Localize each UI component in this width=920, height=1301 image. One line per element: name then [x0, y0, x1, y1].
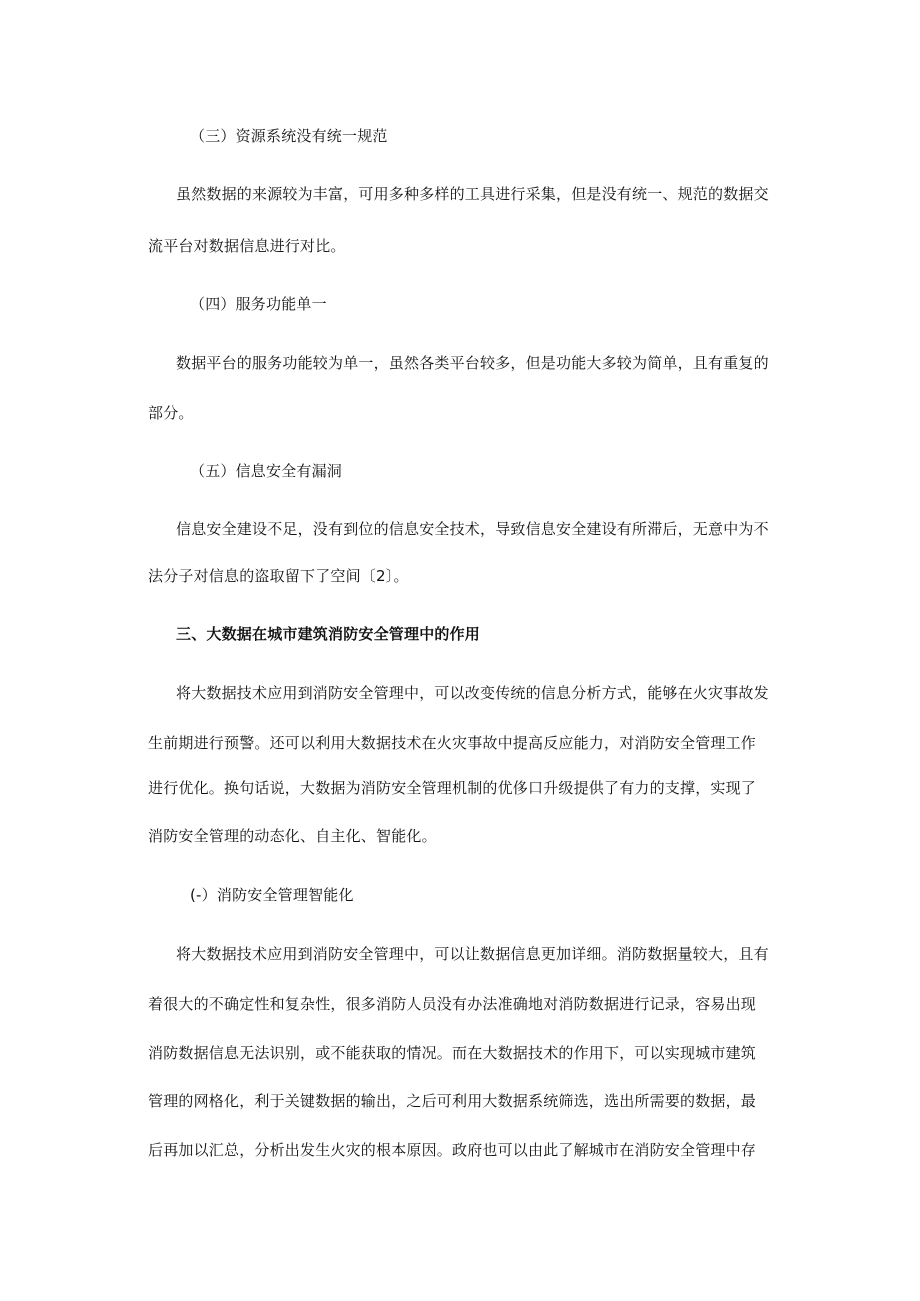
paragraph-line: 消防安全管理的动态化、自主化、智能化。 [148, 827, 437, 845]
chapter-heading-big-data-role: 三、大数据在城市建筑消防安全管理中的作用 [176, 625, 481, 643]
paragraph-line: 信息安全建设不足，没有到位的信息安全技术，导致信息安全建设有所滞后，无意中为不 [176, 520, 769, 538]
paragraph-line: 流平台对数据信息进行对比。 [148, 237, 346, 255]
paragraph-line: 着很大的不确定性和复杂性，很多消防人员没有办法准确地对消防数据进行记录，容易出现 [148, 995, 757, 1013]
paragraph-line: 后再加以汇总，分析出发生火灾的根本原因。政府也可以由此了解城市在消防安全管理中存 [148, 1141, 757, 1159]
paragraph-line: 部分。 [148, 404, 194, 422]
paragraph-line: 法分子对信息的盗取留下了空间〔2〕。 [148, 567, 409, 585]
section-heading-service-function: （四）服务功能单一 [190, 295, 327, 313]
paragraph-line: 管理的网格化，利于关键数据的输出，之后可利用大数据系统筛选，选出所需要的数据，最 [148, 1092, 757, 1110]
paragraph-line: 虽然数据的来源较为丰富，可用多种多样的工具进行采集，但是没有统一、规范的数据交 [176, 185, 769, 203]
section-heading-intelligent-management: (-）消防安全管理智能化 [190, 886, 354, 904]
paragraph-line: 将大数据技术应用到消防安全管理中，可以让数据信息更加详细。消防数据量较大，且有 [176, 945, 769, 963]
paragraph-line: 进行优化。换句话说，大数据为消防安全管理机制的优侈口升级提供了有力的支撑，实现了 [148, 779, 757, 797]
section-heading-info-security: （五）信息安全有漏洞 [190, 462, 343, 480]
paragraph-line: 将大数据技术应用到消防安全管理中，可以改变传统的信息分析方式，能够在火灾事故发 [176, 684, 769, 702]
paragraph-line: 生前期进行预警。还可以利用大数据技术在火灾事故中提高反应能力，对消防安全管理工作 [148, 734, 757, 752]
section-heading-resource-system: （三）资源系统没有统一规范 [190, 127, 388, 145]
paragraph-line: 消防数据信息无法识别，或不能获取的情况。而在大数据技术的作用下，可以实现城市建筑 [148, 1044, 757, 1062]
paragraph-line: 数据平台的服务功能较为单一，虽然各类平台较多，但是功能大多较为简单，且有重复的 [176, 354, 769, 372]
